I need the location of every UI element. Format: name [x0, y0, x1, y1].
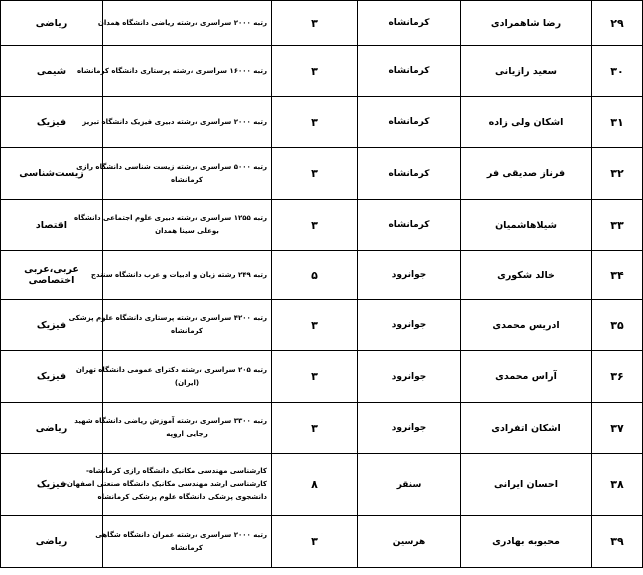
education-description — [64, 454, 272, 516]
description-line: رتبه ۱۲۵۵ سراسری ،رشته دبیری علوم اجتماعی دانشگاه — [74, 214, 267, 222]
city: جوانرود — [358, 403, 461, 454]
tutor-name: فرناز صدیقی فر — [461, 148, 592, 200]
subject: عربی،عربی اختصاصی — [1, 251, 103, 300]
education-description — [82, 97, 272, 148]
row-number: ۳۳ — [592, 200, 643, 251]
table-row — [1, 1, 643, 46]
education-description — [95, 516, 272, 568]
table-row — [1, 97, 643, 148]
subject: ریاضی — [1, 1, 103, 46]
row-number: ۳۸ — [592, 454, 643, 516]
table-row — [1, 251, 643, 300]
tutors-table-body — [1, 1, 643, 568]
description-line: (ایران) — [174, 378, 200, 387]
count: ۵ — [272, 251, 358, 300]
education-description — [90, 251, 272, 300]
description-line: رتبه ۲۰۰۰ سراسری ،رشته عمران دانشگاه شگاهی — [95, 530, 267, 539]
tutor-name: رضا شاهمرادی — [461, 1, 592, 46]
education-description — [76, 148, 272, 200]
subject: ریاضی — [1, 403, 103, 454]
description-line: رجایی اروپه — [166, 430, 208, 438]
tutor-name: محبوبه بهادری — [461, 516, 592, 568]
table-row — [1, 148, 643, 200]
count: ۳ — [272, 300, 358, 351]
row-number: ۳۴ — [592, 251, 643, 300]
tutor-name: احسان ایرانی — [461, 454, 592, 516]
table-row — [1, 454, 643, 516]
row-number: ۲۹ — [592, 1, 643, 46]
description-line: بوعلی سینا همدان — [155, 227, 219, 235]
tutor-name: ادریس محمدی — [461, 300, 592, 351]
city: کرمانشاه — [358, 97, 461, 148]
education-description — [74, 403, 272, 454]
description-line: کارشناسی ارشد مهندسی مکانیک دانشگاه صنعتی اصفهان- — [64, 480, 267, 488]
description-line: کرمانشاه — [171, 543, 203, 552]
row-number: ۳۰ — [592, 46, 643, 97]
row-number: ۳۹ — [592, 516, 643, 568]
count: ۳ — [272, 403, 358, 454]
table-row — [1, 516, 643, 568]
subject: زیست‌شناسی — [1, 148, 103, 200]
tutor-name: شیلاهاشمیان — [461, 200, 592, 251]
count: ۳ — [272, 1, 358, 46]
description-line: رتبه ۲۰۰۰ سراسری ،رشته ریاضی دانشگاه همدان — [97, 18, 267, 27]
count: ۳ — [272, 148, 358, 200]
education-description — [74, 200, 272, 251]
tutor-name: اشکان ولی زاده — [461, 97, 592, 148]
table-row — [1, 46, 643, 97]
subject: فیزیک — [1, 97, 103, 148]
table-row — [1, 351, 643, 403]
table-row — [1, 200, 643, 251]
count: ۸ — [272, 454, 358, 516]
description-line: رتبه ۴۲۰۰ سراسری ،رشته پرستاری دانشگاه علوم پزشکی — [68, 314, 267, 322]
city: جوانرود — [358, 351, 461, 403]
row-number: ۳۱ — [592, 97, 643, 148]
row-number: ۳۶ — [592, 351, 643, 403]
description-line: کرمانشاه — [171, 327, 203, 335]
tutor-name: خالد شکوری — [461, 251, 592, 300]
subject: فیزیک — [1, 454, 103, 516]
count: ۳ — [272, 200, 358, 251]
row-number: ۳۲ — [592, 148, 643, 200]
description-line: رتبه ۳۳۰۰ سراسری ،رشته آموزش ریاضی دانشگاه شهید — [74, 417, 267, 425]
description-line: دانشجوی پزشکی دانشگاه علوم پزشکی کرمانشاه — [97, 493, 267, 501]
description-line: رتبه ۲۴۹ رشته زبان و ادبیات و عرب دانشگاه سنندج — [90, 270, 267, 279]
education-description — [97, 1, 272, 46]
city: کرمانشاه — [358, 1, 461, 46]
tutor-name: اشکان اتفرادی — [461, 403, 592, 454]
subject: فیزیک — [1, 300, 103, 351]
education-description — [76, 46, 272, 97]
city: کرمانشاه — [358, 46, 461, 97]
row-number: ۳۵ — [592, 300, 643, 351]
tutor-name: آراس محمدی — [461, 351, 592, 403]
subject: شیمی — [1, 46, 103, 97]
education-description — [75, 351, 272, 403]
description-line: رتبه ۱۶۰۰۰ سراسری ،رشته پرستاری دانشگاه کرمانشاه — [76, 66, 267, 75]
description-line: رتبه ۵۰۰۰ سراسری ،رشته زیست شناسی دانشگاه رازی — [76, 162, 267, 171]
subject: ریاضی — [1, 516, 103, 568]
subject: فیزیک — [1, 351, 103, 403]
education-description — [68, 300, 272, 351]
count: ۳ — [272, 516, 358, 568]
table-row — [1, 403, 643, 454]
description-line: کرمانشاه — [171, 175, 203, 184]
city: هرسین — [358, 516, 461, 568]
city: جوانرود — [358, 300, 461, 351]
count: ۳ — [272, 97, 358, 148]
city: کرمانشاه — [358, 200, 461, 251]
description-line: رتبه ۲۰۵ سراسری ،رشته دکترای عمومی دانشگاه تهران — [75, 365, 267, 374]
description-line: رتبه ۲۰۰۰ سراسری ،رشته دبیری فیزیک دانشگاه تبریز — [82, 117, 267, 126]
description-line: کارشناسی مهندسی مکانیک دانشگاه رازی کرمانشاه- — [85, 467, 267, 475]
city: جوانرود — [358, 251, 461, 300]
row-number: ۳۷ — [592, 403, 643, 454]
tutor-name: سعید رازیانی — [461, 46, 592, 97]
city: کرمانشاه — [358, 148, 461, 200]
table-row — [1, 300, 643, 351]
count: ۳ — [272, 46, 358, 97]
subject: اقتصاد — [1, 200, 103, 251]
count: ۳ — [272, 351, 358, 403]
city: سنقر — [358, 454, 461, 516]
